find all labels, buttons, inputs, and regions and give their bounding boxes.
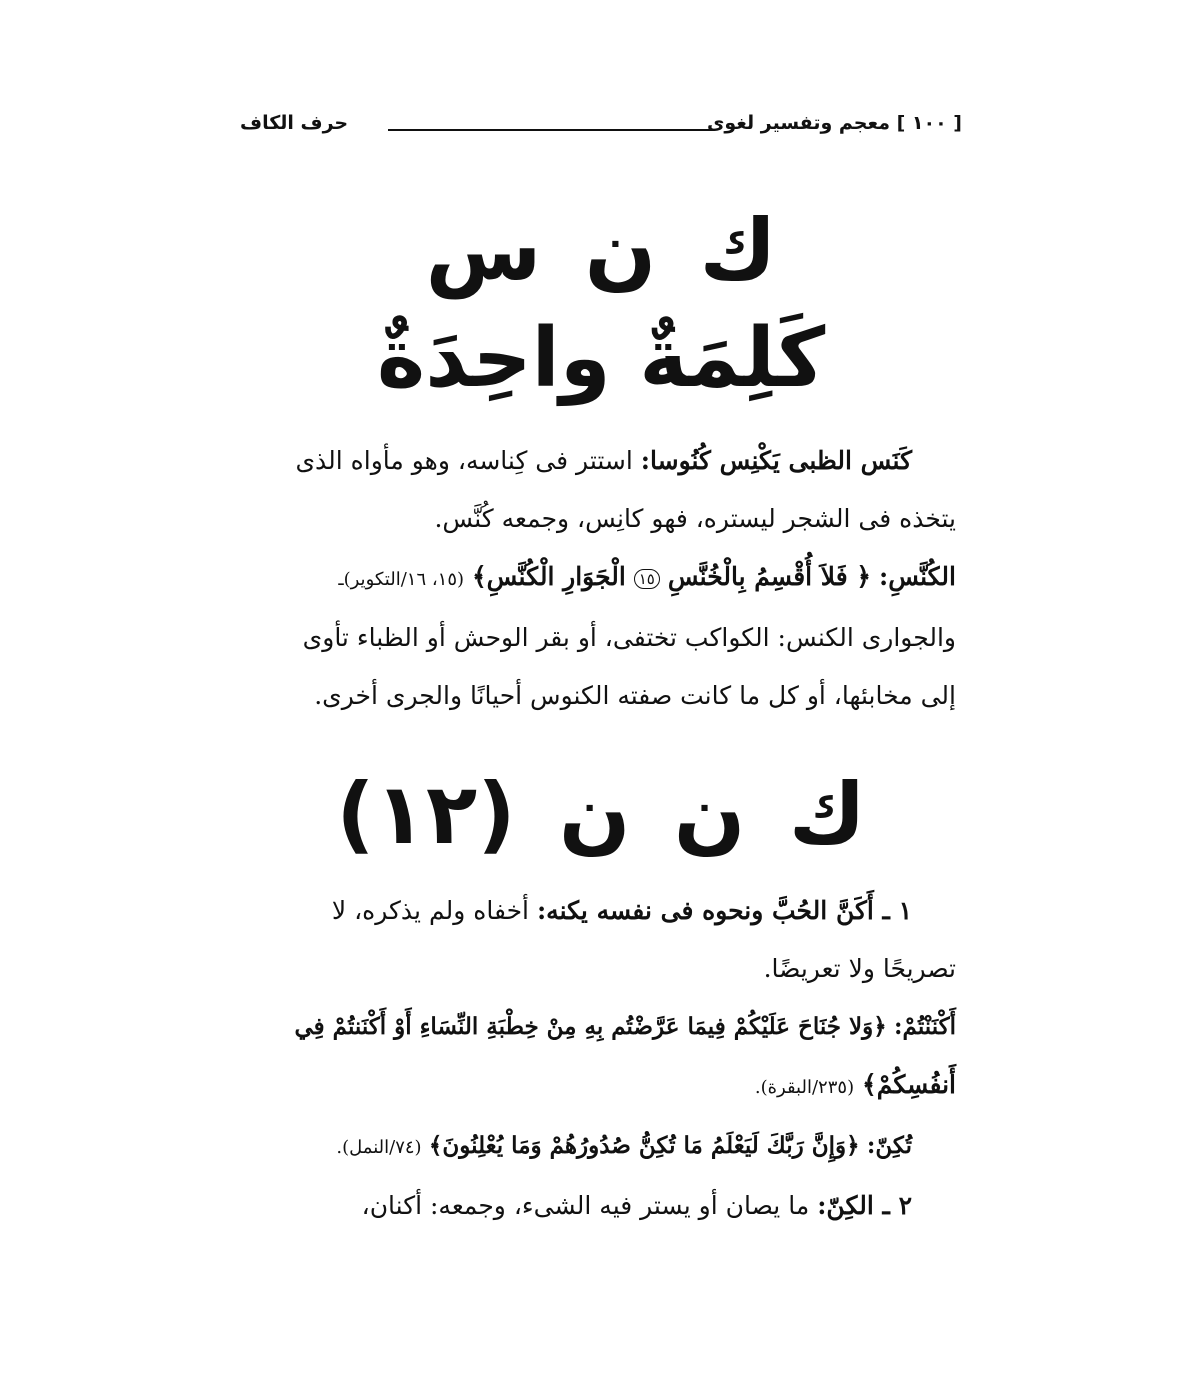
running-header bbox=[240, 112, 962, 148]
headword: كَنَس الظبى يَكْنِس كُنُوسا: bbox=[640, 446, 912, 475]
entry-root-title: ك ن س bbox=[425, 201, 777, 299]
quran-word-label: أَكْنَنْتُمْ: bbox=[894, 1013, 956, 1040]
verse-reference: (١٥، ١٦/التكوير)ـ bbox=[338, 569, 465, 590]
headword: ١ ـ أَكَنَّ الحُبَّ ونحوه فى نفسه يكنه: bbox=[536, 896, 912, 925]
definition-text: أخفاه ولم يذكره، لا bbox=[331, 896, 529, 925]
ayah-number-badge: ١٥ bbox=[634, 569, 660, 589]
quran-verse: ﴿ فَلاَ أُقْسِمُ بِالْخُنَّسِ bbox=[667, 562, 872, 591]
entry-body bbox=[236, 432, 956, 725]
quran-verse: ﴿وَإِنَّ رَبَّكَ لَيَعْلَمُ مَا تُكِنُّ صُدُورُهُمْ وَمَا يُعْلِنُونَ﴾ bbox=[428, 1132, 860, 1159]
verse-reference: (٢٣٥/البقرة). bbox=[754, 1077, 855, 1098]
body-line: والجوارى الكنس: الكواكب تختفى، أو بقر الوحش أو الظباء تأوى bbox=[302, 623, 956, 652]
body-line: يتخذه فى الشجر ليستره، فهو كانِس، وجمعه كُنَّس. bbox=[434, 504, 956, 533]
body-line bbox=[236, 882, 956, 940]
quran-verse: الْجَوَارِ الْكُنَّسِ﴾ bbox=[472, 562, 626, 591]
body-line bbox=[236, 432, 956, 490]
header-rule bbox=[388, 129, 714, 131]
quran-word-label: الكُنَّسِ: bbox=[878, 562, 956, 591]
body-line bbox=[236, 1177, 956, 1235]
headword: ٢ ـ الكِنّ: bbox=[817, 1191, 912, 1220]
body-line: إلى مخابئها، أو كل ما كانت صفته الكنوس أحيانًا والجرى أخرى. bbox=[314, 681, 956, 710]
entry-subtitle: كَلِمَةٌ واحِدَةٌ bbox=[376, 311, 826, 406]
quran-verse: ﴿وَلا جُنَاحَ عَلَيْكُمْ فِيمَا عَرَّضْتُم بِهِ مِنْ خِطْبَةِ النِّسَاءِ أَوْ أَكْنَنتُمْ فِي bbox=[294, 1013, 887, 1040]
body-line bbox=[236, 548, 956, 609]
quran-word-label: تُكِنّ: bbox=[866, 1132, 912, 1159]
body-line: تصريحًا ولا تعريضًا. bbox=[763, 954, 956, 983]
body-line bbox=[236, 998, 956, 1056]
definition-text: ما يصان أو يستر فيه الشىء، وجمعه: أكنان، bbox=[361, 1191, 810, 1220]
page-label: [ ١٠٠ ] معجم وتفسير لغوى bbox=[706, 112, 962, 134]
entry-body bbox=[236, 882, 956, 1235]
definition-text: استتر فى كِناسه، وهو مأواه الذى bbox=[295, 446, 633, 475]
entry-root-title: ك ن ن (١٢) bbox=[336, 765, 866, 863]
quran-verse: أَنفُسِكُمْ﴾ bbox=[862, 1070, 956, 1099]
body-line bbox=[236, 1117, 956, 1177]
section-label: حرف الكاف bbox=[240, 112, 349, 134]
body-line bbox=[236, 1056, 956, 1117]
verse-reference: (٧٤/النمل). bbox=[336, 1137, 422, 1158]
